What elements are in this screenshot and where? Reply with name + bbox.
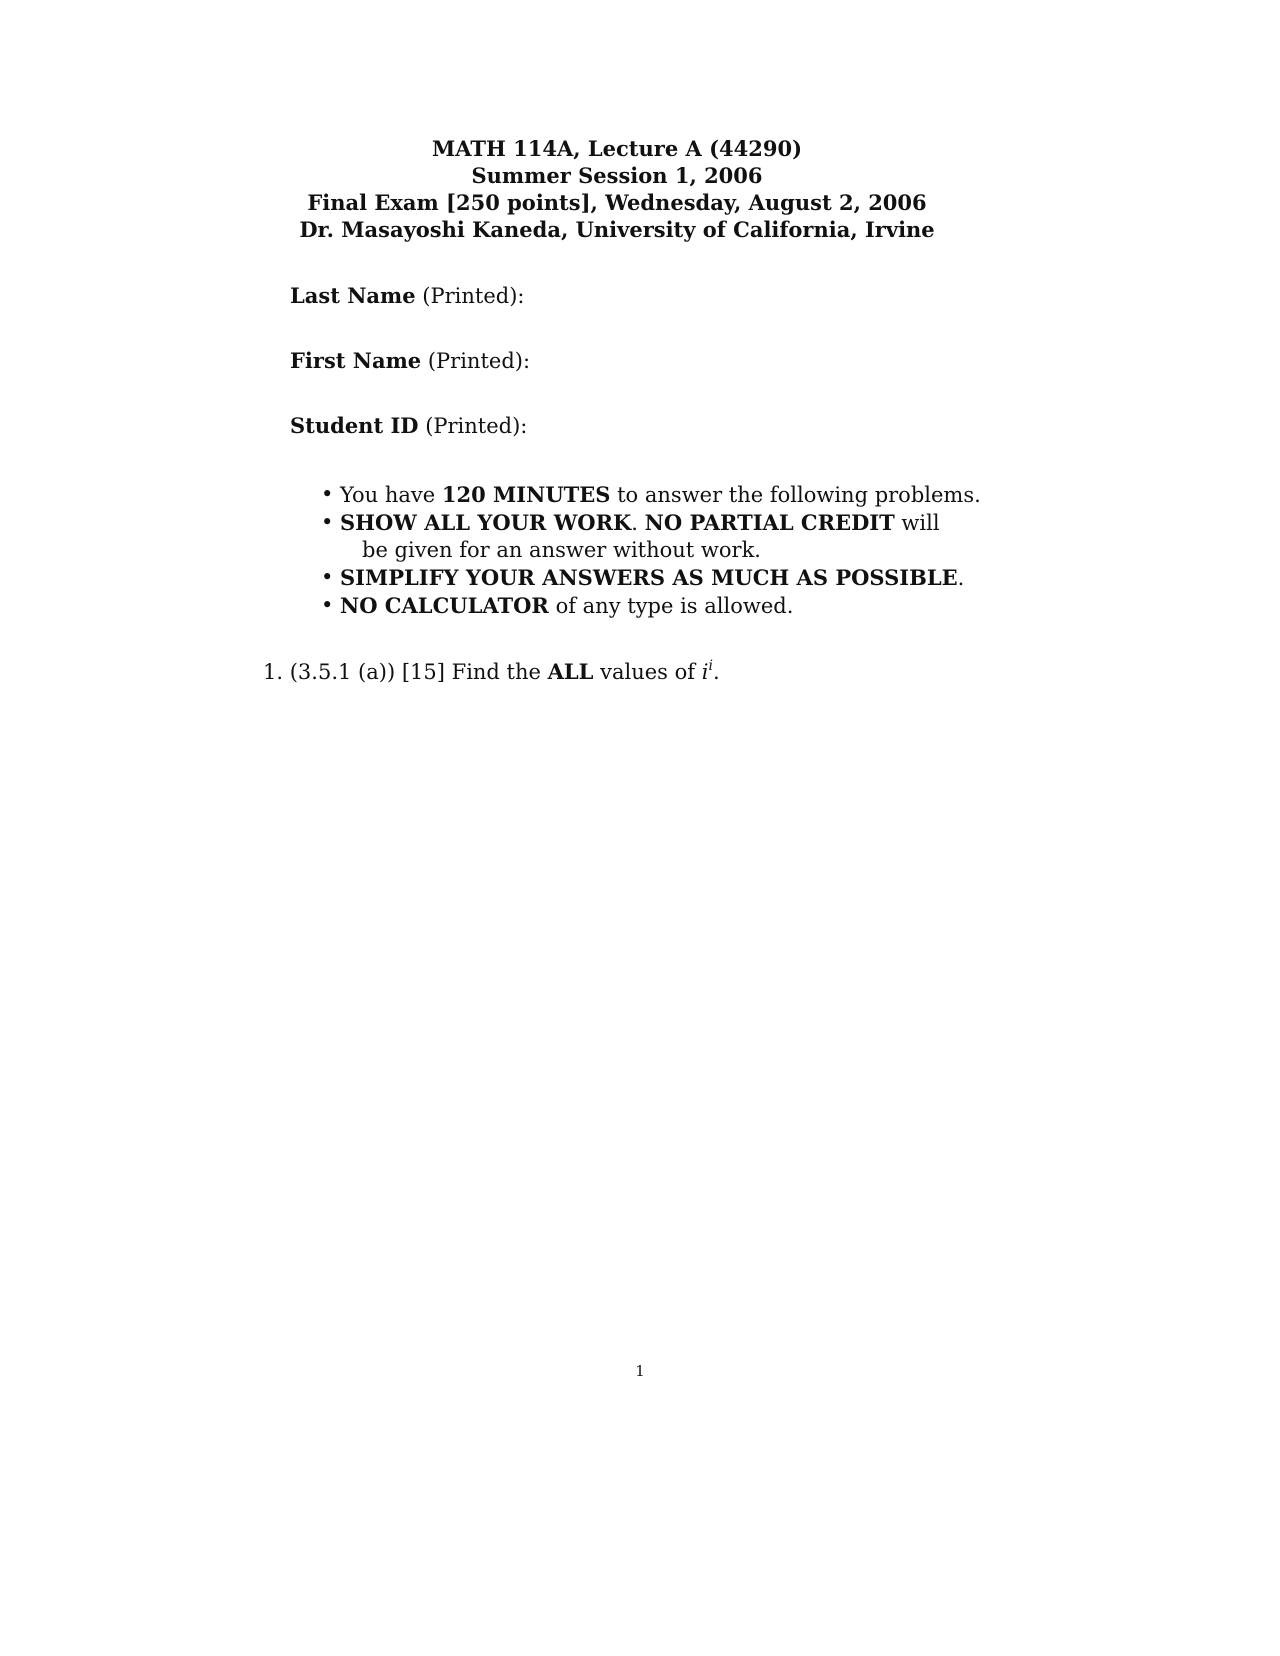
session-line: Summer Session 1, 2006 — [471, 163, 763, 188]
problem-1: 1. (3.5.1 (a)) [15] Find the ALL values of $i^i$. — [263, 658, 720, 684]
instruction-show-work: • SHOW ALL YOUR WORK. NO PARTIAL CREDIT will be given for an answer without work. — [318, 509, 1018, 564]
problem-points: [15] — [401, 660, 445, 684]
printed-note: (Printed): — [425, 414, 528, 438]
printed-note: (Printed): — [427, 349, 531, 373]
math-exponent: i — [708, 658, 713, 674]
bullet-icon: • — [321, 482, 334, 506]
student-id-label: Student ID — [290, 413, 419, 438]
exam-header — [0, 135, 1234, 243]
instruction-no-calculator: • NO CALCULATOR of any type is allowed. — [321, 593, 794, 618]
math-base: i — [701, 660, 709, 684]
last-name-label: Last Name — [290, 283, 416, 308]
bullet-icon: • — [321, 565, 334, 589]
instructor-line: Dr. Masayoshi Kaneda, University of California, Irvine — [299, 217, 935, 242]
printed-note: (Printed): — [422, 284, 525, 308]
bullet-icon: • — [321, 593, 334, 617]
last-name-field — [290, 283, 524, 308]
student-id-field — [290, 413, 527, 438]
instruction-time: • You have 120 MINUTES to answer the following problems. — [321, 482, 981, 507]
problem-number: 1. — [263, 660, 284, 684]
instruction-show-work-continued: be given for an answer without work. — [362, 538, 761, 562]
bullet-icon: • — [321, 510, 334, 534]
page-number: 1 — [635, 1362, 645, 1380]
first-name-label: First Name — [290, 348, 422, 373]
instructions-list — [318, 481, 1018, 620]
exam-title: Final Exam [250 points], Wednesday, August 2, 2006 — [307, 190, 927, 215]
first-name-field — [290, 348, 530, 373]
course-title: MATH 114A, Lecture A (44290) — [431, 136, 803, 161]
instruction-simplify: • SIMPLIFY YOUR ANSWERS AS MUCH AS POSSIBLE. — [321, 565, 965, 590]
problem-reference: (3.5.1 (a)) — [289, 660, 396, 684]
